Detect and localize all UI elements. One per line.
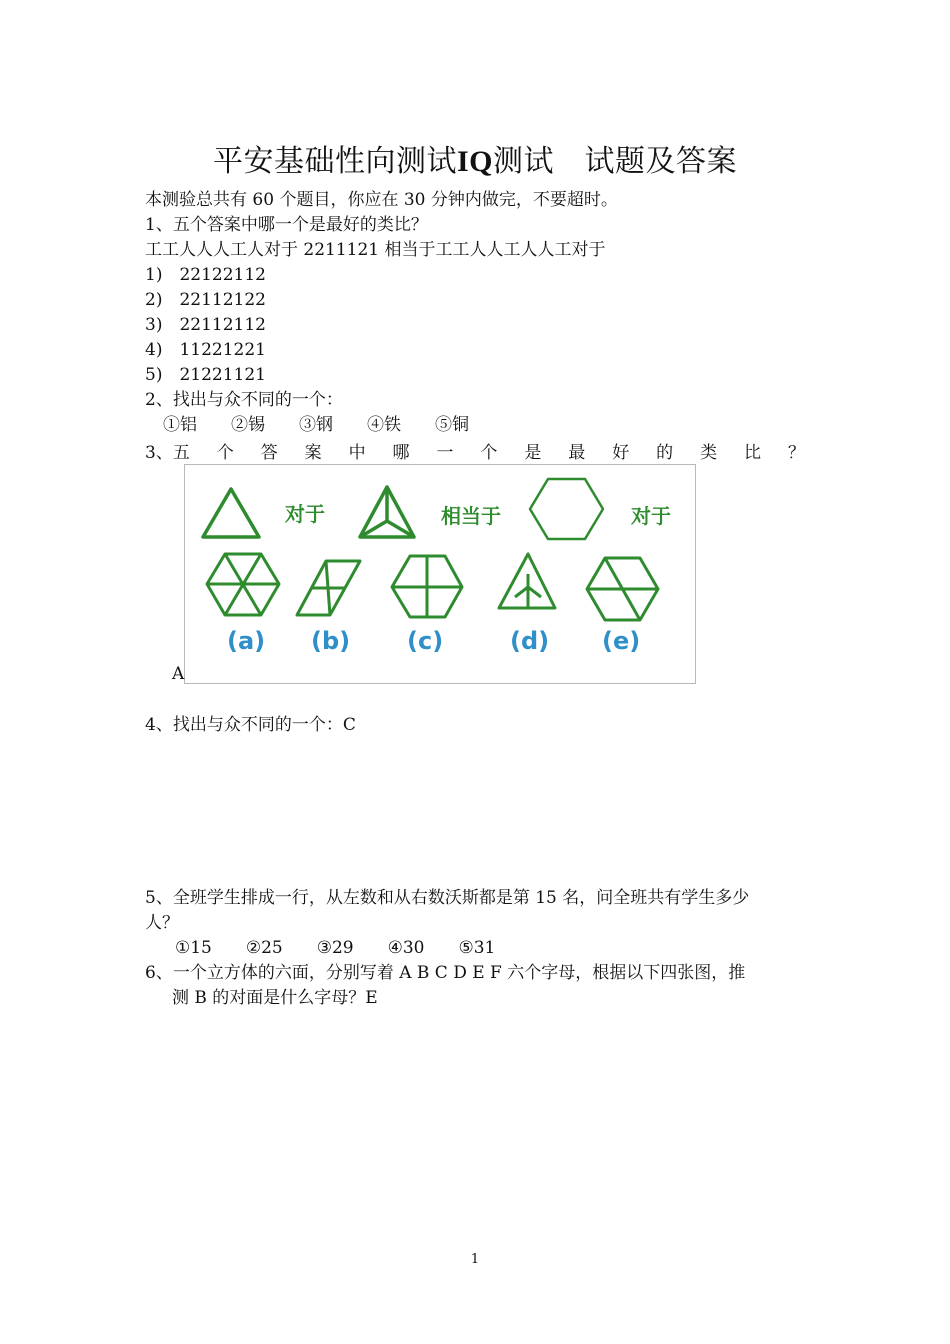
figure-word-2: 相当于: [441, 504, 501, 528]
q3-char: 一: [436, 443, 454, 463]
q1-option-5: 5) 21221121: [145, 365, 266, 385]
label-c: (c): [407, 627, 444, 655]
page-title: [0, 136, 950, 180]
intro-text: 本测验总共有 60 个题目，你应在 30 分钟内做完，不要超时。: [145, 190, 618, 210]
label-d: (d): [510, 627, 550, 655]
q3-answer: A: [172, 664, 185, 684]
q3-char: 类: [700, 443, 718, 463]
q1-option-2: 2) 22112122: [145, 290, 266, 310]
option-e-shape: [587, 558, 658, 620]
label-b: (b): [311, 627, 351, 655]
q5-options: ①15 ②25 ③29 ④30 ⑤31: [175, 938, 496, 958]
figure-word-1: 对于: [285, 502, 325, 526]
shape-triangle: [203, 489, 259, 537]
option-c-shape: [392, 556, 462, 617]
q1-option-4: 4) 11221221: [145, 340, 266, 360]
q5-stem-line-2: 人？: [145, 913, 179, 933]
title-part-1: 平安基础性向测试: [212, 144, 457, 179]
q3-char: 比: [744, 443, 762, 463]
q3-char: 案: [304, 443, 322, 463]
q3-char: 最: [568, 443, 586, 463]
option-d-shape: [499, 554, 555, 608]
q3-char: 中: [348, 443, 366, 463]
q3-char: 哪: [392, 443, 410, 463]
q1-stem: 1、五个答案中哪一个是最好的类比？: [145, 215, 428, 235]
shape-hexagon: [530, 479, 603, 539]
q3-char: 好: [612, 443, 630, 463]
q3-char: ？: [787, 443, 805, 463]
q5-stem-line-1: 5、全班学生排成一行，从左数和从右数沃斯都是第 15 名，问全班共有学生多少: [145, 888, 750, 908]
q3-char: 的: [656, 443, 674, 463]
q6-stem-line-2: 测 B 的对面是什么字母？E: [172, 988, 378, 1008]
q2-stem: 2、找出与众不同的一个：: [145, 390, 343, 410]
q3-char: 个: [480, 443, 498, 463]
option-b-shape: [297, 561, 360, 615]
analogy-figure-svg: [185, 465, 695, 683]
q3-char: 答: [260, 443, 278, 463]
q3-char: 是: [524, 443, 542, 463]
q4-stem: 4、找出与众不同的一个：C: [145, 715, 356, 735]
q1-prompt: 工工人人人工人对于 2211121 相当于工工人人工人人工对于: [145, 240, 606, 260]
option-a-shape: [207, 554, 279, 615]
label-e: (e): [602, 627, 641, 655]
q2-options: ①铝 ②锡 ③钢 ④铁 ⑤铜: [163, 415, 469, 435]
q1-option-1: 1) 22122112: [145, 265, 266, 285]
shape-triangle-divided: [360, 487, 414, 537]
page-number: 1: [470, 1252, 480, 1267]
q3-stem: [145, 438, 805, 463]
q3-char: 个: [216, 443, 234, 463]
title-iq: IQ: [456, 145, 493, 178]
figure-word-3: 对于: [631, 504, 671, 528]
analogy-figure: [184, 464, 696, 684]
q3-char: 3、五: [145, 443, 190, 463]
title-part-2: 测试 试题及答案: [493, 144, 737, 179]
q6-stem-line-1: 6、一个立方体的六面，分别写着 A B C D E F 六个字母，根据以下四张图，推: [145, 963, 746, 983]
label-a: (a): [227, 627, 266, 655]
q1-option-3: 3) 22112112: [145, 315, 266, 335]
